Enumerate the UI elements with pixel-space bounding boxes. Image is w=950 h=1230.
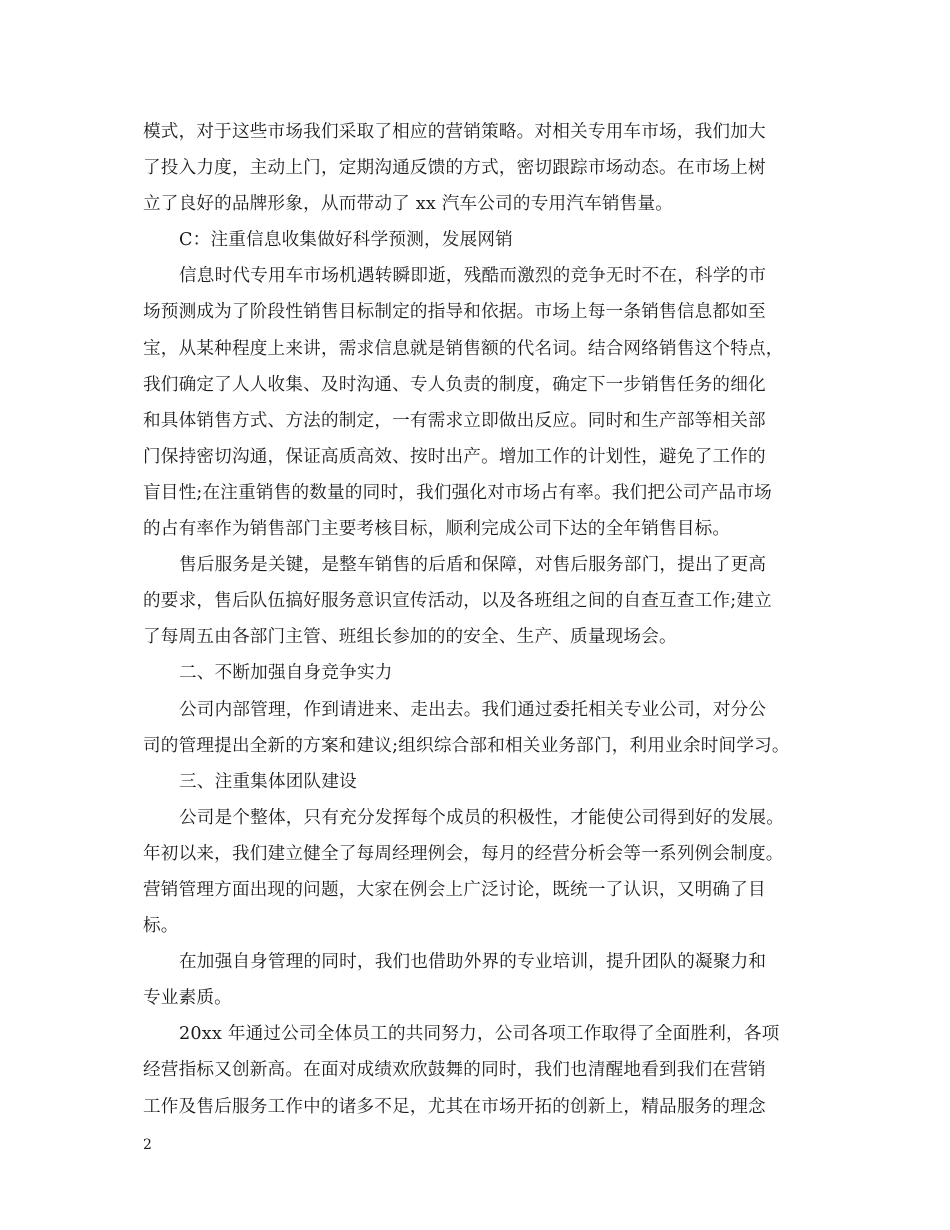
text-line: 工作及售后服务工作中的诸多不足，尤其在市场开拓的创新上，精品服务的理念 [143, 1096, 766, 1117]
text-line: 模式，对于这些市场我们采取了相应的营销策略。对相关专用车市场，我们加大 [143, 122, 766, 142]
text-line: 营销管理方面出现的问题，大家在例会上广泛讨论，既统一了认识，又明确了目 [143, 879, 766, 900]
text-line: 20xx 年通过公司全体员工的共同努力，公司各项工作取得了全面胜利，各项 [179, 1024, 780, 1045]
text-line: 售后服务是关键，是整车销售的后盾和保障，对售后服务部门，提出了更高 [179, 555, 767, 576]
text-line: 宝，从某种程度上来讲，需求信息就是销售额的代名词。结合网络销售这个特点， [143, 338, 784, 359]
text-line: 信息时代专用车市场机遇转瞬即逝，残酷而激烈的竞争无时不在，科学的市 [179, 266, 767, 287]
text-line: 年初以来，我们建立健全了每周经理例会，每月的经营分析会等一系列例会制度。 [143, 843, 784, 864]
text-line: 标。 [143, 916, 179, 937]
section-heading [143, 655, 813, 691]
text-line: 公司是个整体，只有充分发挥每个成员的积极性，才能使公司得到好的发展。 [179, 807, 784, 828]
text-line: 了每周五由各部门主管、班组长参加的的安全、生产、质量现场会。 [143, 627, 677, 648]
text-line: 我们确定了人人收集、及时沟通、专人负责的制度，确定下一步销售任务的细化 [143, 374, 766, 395]
paragraph [143, 944, 813, 1016]
paragraph [143, 114, 813, 222]
text-line: 公司内部管理，作到请进来、走出去。我们通过委托相关专业公司，对分公 [179, 699, 767, 720]
paragraph [143, 547, 813, 655]
text-line: 门保持密切沟通，保证高质高效、按时出产。增加工作的计划性，避免了工作的 [143, 446, 766, 467]
text-line: 三、注重集体团队建设 [179, 771, 357, 792]
text-line: 了投入力度，主动上门，定期沟通反馈的方式，密切跟踪市场动态。在市场上树 [143, 158, 766, 179]
paragraph [143, 692, 813, 764]
text-line: 盲目性;在注重销售的数量的同时，我们强化对市场占有率。我们把公司产品市场 [143, 482, 772, 503]
section-heading [143, 764, 813, 800]
document-page [143, 114, 813, 1125]
paragraph [143, 800, 813, 944]
text-line: 司的管理提出全新的方案和建议;组织综合部和相关业务部门，利用业余时间学习。 [143, 735, 790, 756]
text-line: 在加强自身管理的同时，我们也借助外界的专业培训，提升团队的凝聚力和 [179, 952, 767, 973]
section-heading [143, 222, 813, 258]
text-line: 二、不断加强自身竞争实力 [179, 663, 393, 684]
paragraph [143, 1016, 813, 1124]
paragraph [143, 258, 813, 547]
text-line: C：注重信息收集做好科学预测，发展网销 [179, 230, 513, 251]
text-line: 的要求，售后队伍搞好服务意识宣传活动，以及各班组之间的自查互查工作;建立 [143, 591, 772, 612]
text-line: 专业素质。 [143, 988, 232, 1009]
text-line: 场预测成为了阶段性销售目标制定的指导和依据。市场上每一条销售信息都如至 [143, 302, 766, 323]
text-line: 立了良好的品牌形象，从而带动了 xx 汽车公司的专用汽车销售量。 [143, 194, 674, 215]
text-line: 和具体销售方式、方法的制定，一有需求立即做出反应。同时和生产部等相关部 [143, 410, 766, 431]
text-line: 经营指标又创新高。在面对成绩欢欣鼓舞的同时，我们也清醒地看到我们在营销 [143, 1060, 766, 1081]
text-line: 的占有率作为销售部门主要考核目标，顺利完成公司下达的全年销售目标。 [143, 519, 731, 540]
page-number: 2 [143, 1137, 152, 1153]
